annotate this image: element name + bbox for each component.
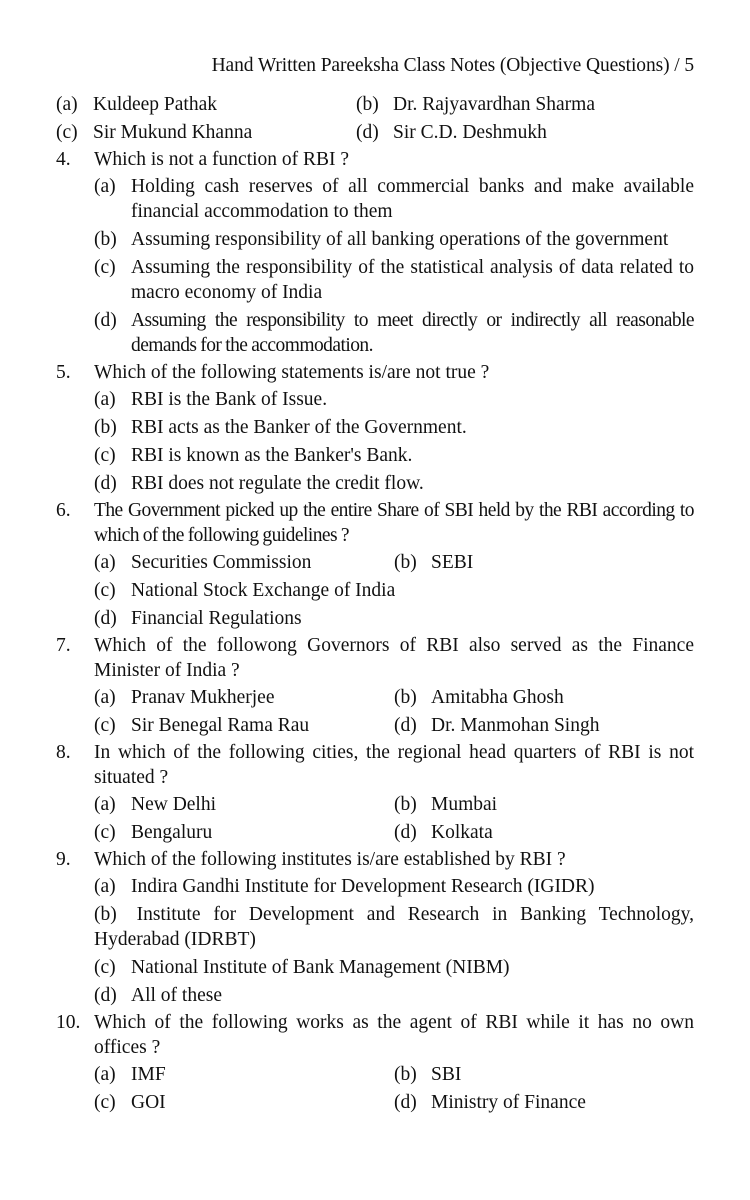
option-text: IMF [131,1064,166,1085]
question-6 [56,497,694,632]
option-b [394,683,694,711]
question-number: 4. [56,149,71,170]
option-b [394,548,694,576]
option-label: (d) [394,715,417,736]
option-c [94,1088,394,1116]
question-5 [56,359,694,497]
option-label: (a) [56,94,78,115]
option-text: RBI acts as the Banker of the Government. [131,417,467,438]
option-text: Sir Mukund Khanna [93,122,253,143]
option-a [94,1060,394,1088]
question-number: 7. [56,635,71,656]
option-d [394,711,694,739]
question-text: The Government picked up the entire Share of SBI held by the RBI according to which of the following guidelines ? [94,500,694,546]
option-b [356,90,656,118]
option-label: (c) [56,122,78,143]
question-text: In which of the following cities, the regional head quarters of RBI is not situated ? [94,742,694,788]
option-text: Mumbai [431,794,498,815]
question-text: Which of the followong Governors of RBI also served as the Finance Minister of India ? [94,635,694,681]
option-label: (c) [94,580,116,601]
option-b [394,1060,694,1088]
option-text: Institute for Development and Research in Banking Technology, Hyderabad (IDRBT) [94,904,695,950]
option-text: National Institute of Bank Management (NIBM) [131,957,510,978]
option-label: (d) [94,608,117,629]
question-list [56,146,694,1116]
option-text: Securities Commission [131,552,312,573]
option-a [94,790,394,818]
option-label: (d) [394,822,417,843]
option-label: (c) [94,715,116,736]
option-a [94,548,394,576]
option-label: (a) [94,176,116,197]
option-text: Sir C.D. Deshmukh [393,122,547,143]
option-c [94,953,694,981]
option-text: New Delhi [131,794,217,815]
option-text: SEBI [431,552,474,573]
option-text: RBI does not regulate the credit flow. [131,473,424,494]
option-a [56,90,356,118]
question-text: Which is not a function of RBI ? [94,149,350,170]
option-label: (b) [394,794,417,815]
option-text: All of these [131,985,222,1006]
question-number: 9. [56,849,71,870]
option-text: Pranav Mukherjee [131,687,275,708]
option-label: (b) [94,417,117,438]
option-label: (a) [94,552,116,573]
question-10 [56,1009,694,1116]
option-text: Bengaluru [131,822,213,843]
option-d [94,604,694,632]
option-label: (c) [94,1092,116,1113]
option-label: (d) [356,122,379,143]
option-row [56,90,694,118]
option-text: Assuming the responsibility to meet directly or indirectly all reasonable demands for the accommodation. [131,310,694,356]
option-label: (c) [94,822,116,843]
option-text: Assuming the responsibility of the statistical analysis of data related to macro economy of India [131,257,694,303]
option-text: Dr. Manmohan Singh [431,715,600,736]
option-text: Dr. Rajyavardhan Sharma [393,94,595,115]
option-a [94,683,394,711]
option-d [394,818,694,846]
option-label: (b) [394,687,417,708]
option-label: (d) [394,1092,417,1113]
option-label: (a) [94,687,116,708]
question-text: Which of the following works as the agent of RBI while it has no own offices ? [94,1012,694,1058]
option-text: Kuldeep Pathak [93,94,218,115]
option-text: Sir Benegal Rama Rau [131,715,310,736]
option-b [94,413,694,441]
option-label: (a) [94,389,116,410]
option-b [94,900,694,953]
question-text: Which of the following institutes is/are established by RBI ? [94,849,566,870]
option-c [94,441,694,469]
option-a [94,872,694,900]
option-a [94,385,694,413]
option-text: RBI is known as the Banker's Bank. [131,445,413,466]
option-d [356,118,656,146]
option-text: Kolkata [431,822,493,843]
option-label: (c) [94,257,116,278]
option-label: (b) [94,229,117,250]
question-number: 10. [56,1012,81,1033]
option-label: (d) [94,310,117,331]
option-text: Financial Regulations [131,608,302,629]
option-label: (b) [394,552,417,573]
option-text: Indira Gandhi Institute for Development Research (IGIDR) [131,876,595,897]
option-d [94,981,694,1009]
option-label: (c) [94,445,116,466]
page-header: Hand Written Pareeksha Class Notes (Objective Questions) / 5 [211,55,694,76]
option-c [56,118,356,146]
option-d [94,306,694,359]
option-b [94,225,694,253]
option-c [94,253,694,306]
option-c [94,711,394,739]
question-number: 5. [56,362,71,383]
question-4 [56,146,694,359]
question-number: 6. [56,500,71,521]
option-text: RBI is the Bank of Issue. [131,389,328,410]
option-text: GOI [131,1092,166,1113]
option-label: (a) [94,794,116,815]
option-text: Holding cash reserves of all commercial banks and make available financial accommodation to them [131,176,694,222]
option-a [94,172,694,225]
option-label: (b) [394,1064,417,1085]
question-text: Which of the following statements is/are not true ? [94,362,490,383]
option-text: Amitabha Ghosh [431,687,564,708]
option-label: (a) [94,876,116,897]
option-label: (d) [94,473,117,494]
question-9 [56,846,694,1009]
option-text: SBI [431,1064,462,1085]
option-row [56,118,694,146]
question-number: 8. [56,742,71,763]
option-label: (c) [94,957,116,978]
option-label: (d) [94,985,117,1006]
option-text: National Stock Exchange of India [131,580,396,601]
option-c [94,818,394,846]
option-b [394,790,694,818]
question-8 [56,739,694,846]
option-text: Assuming responsibility of all banking operations of the government [131,229,669,250]
option-label: (b) [94,904,117,925]
option-label: (b) [356,94,379,115]
option-d [94,469,694,497]
option-text: Ministry of Finance [431,1092,586,1113]
previous-question-options [56,90,694,146]
option-label: (a) [94,1064,116,1085]
option-c [94,576,694,604]
option-d [394,1088,694,1116]
question-7 [56,632,694,739]
